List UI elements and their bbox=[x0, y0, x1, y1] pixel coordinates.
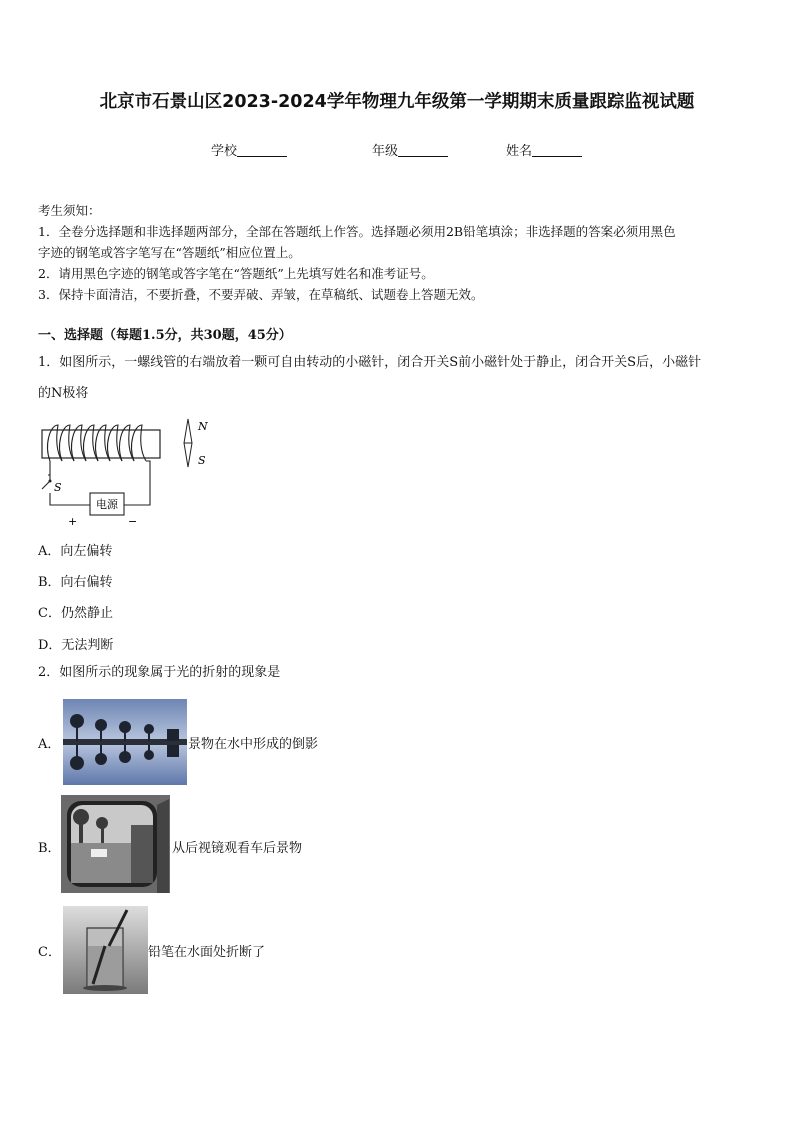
grade-label: 年级 bbox=[372, 144, 399, 159]
q2-option-b-letter[interactable]: B． bbox=[38, 841, 61, 856]
grade-field[interactable] bbox=[372, 140, 448, 159]
school-blank[interactable] bbox=[237, 144, 287, 157]
minus-label: − bbox=[128, 515, 138, 528]
q2-option-c-letter[interactable]: C． bbox=[38, 945, 61, 960]
rearview-mirror-photo bbox=[61, 795, 170, 893]
notice-item-1: 1．全卷分选择题和非选择题两部分，全部在答题纸上作答。选择题必须用2B铅笔填涂；非选择题的答案必须用黑色 bbox=[38, 224, 676, 239]
q1-stem-line1: 1．如图所示，一螺线管的右端放着一颗可自由转动的小磁针，闭合开关S前小磁针处于静止，闭合开关S后，小磁针 bbox=[38, 355, 702, 370]
grade-blank[interactable] bbox=[398, 144, 448, 157]
switch-label: S bbox=[54, 481, 62, 494]
wire-left-bottom bbox=[50, 493, 90, 505]
q1-option-a[interactable]: A．向左偏转 bbox=[38, 544, 113, 559]
q1-option-d[interactable]: D．无法判断 bbox=[38, 638, 114, 653]
q1-option-c[interactable]: C．仍然静止 bbox=[38, 606, 113, 621]
notice-item-2: 2．请用黑色字迹的钢笔或答字笔在“答题纸”上先填写姓名和准考证号。 bbox=[38, 266, 434, 281]
school-label: 学校 bbox=[211, 144, 238, 159]
q2-stem: 2．如图所示的现象属于光的折射的现象是 bbox=[38, 665, 281, 680]
reflection-photo bbox=[63, 699, 187, 785]
q1-option-b[interactable]: B．向右偏转 bbox=[38, 575, 113, 590]
notice-item-3: 3．保持卡面清洁，不要折叠，不要弄破、弄皱，在草稿纸、试题卷上答题无效。 bbox=[38, 287, 484, 302]
wire-right bbox=[124, 461, 150, 505]
pencil-in-water-photo bbox=[63, 906, 148, 994]
power-label: 电源 bbox=[96, 498, 118, 511]
wire-left-top bbox=[48, 461, 50, 475]
solenoid-circuit-figure bbox=[36, 415, 226, 530]
name-blank[interactable] bbox=[532, 144, 582, 157]
name-label: 姓名 bbox=[506, 144, 533, 159]
notice-item-1-cont: 字迹的钢笔或答字笔写在“答题纸”相应位置上。 bbox=[38, 245, 301, 260]
name-field[interactable] bbox=[506, 140, 582, 159]
notice-heading: 考生须知： bbox=[38, 203, 101, 218]
q2-option-a-letter[interactable]: A． bbox=[38, 737, 61, 752]
section-heading: 一、选择题（每题1.5分，共30题，45分） bbox=[38, 328, 292, 343]
switch-blade bbox=[42, 481, 50, 489]
needle-n-label: N bbox=[198, 420, 208, 433]
q2-option-c-text[interactable]: 铅笔在水面处折断了 bbox=[148, 945, 266, 960]
plus-label: + bbox=[68, 515, 78, 528]
school-field[interactable] bbox=[211, 140, 287, 159]
page-title: 北京市石景山区2023-2024学年物理九年级第一学期期末质量跟踪监视试题 bbox=[99, 92, 695, 112]
q1-stem-line2: 的N极将 bbox=[38, 386, 89, 401]
needle-s-label: S bbox=[198, 454, 206, 467]
q2-option-a-text[interactable]: 景物在水中形成的倒影 bbox=[188, 737, 319, 752]
q2-option-b-text[interactable]: 从后视镜观看车后景物 bbox=[172, 841, 303, 856]
